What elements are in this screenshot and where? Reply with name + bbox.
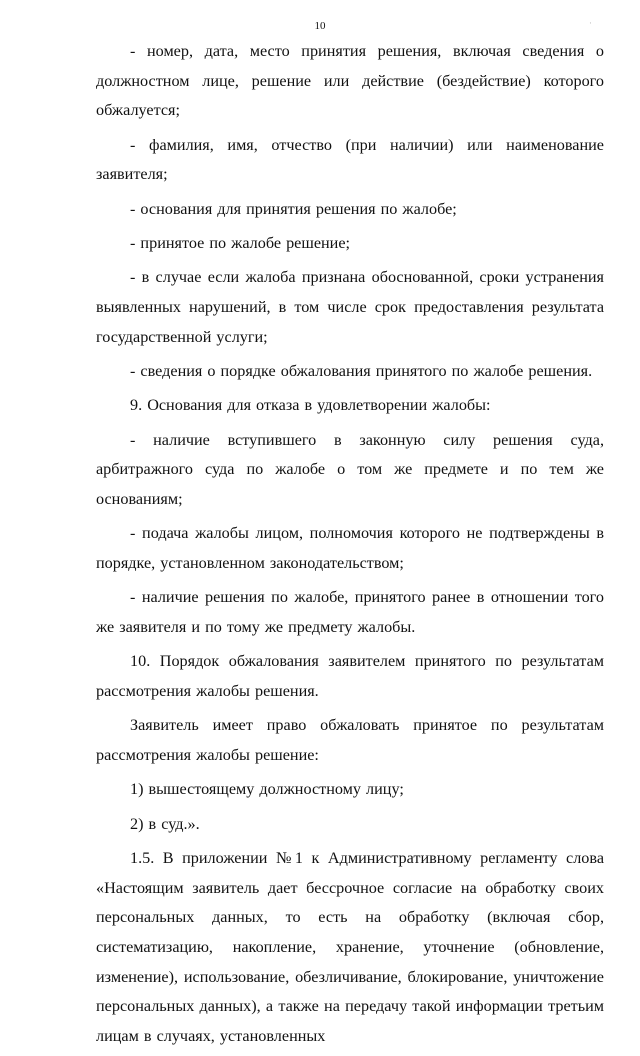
section-9-heading: 9. Основания для отказа в удовлетворении жалобы:	[130, 396, 491, 415]
scan-mark: ·	[589, 18, 592, 28]
paragraph-item-decision-taken: - принятое по жалобе решение;	[130, 234, 351, 252]
section-10-heading: 10. Порядок обжалования заявителем принятого по результатам рассмотрения жалобы решения.	[96, 652, 604, 700]
page-number: 10	[314, 20, 326, 32]
paragraph-item-unauthorized-person: - подача жалобы лицом, полномочия которого не подтверждены в порядке, установленном законодательством;	[96, 524, 604, 572]
paragraph-item-prior-decision: - наличие решения по жалобе, принятого ранее в отношении того же заявителя и по тому же предмету жалобы.	[96, 588, 604, 636]
paragraph-item-court: 2) в суд.».	[130, 814, 200, 833]
paragraph-item-applicant-name: - фамилия, имя, отчество (при наличии) или наименование заявителя;	[96, 135, 604, 184]
paragraph-item-appeal-procedure-info: - сведения о порядке обжалования принятого по жалобе решения.	[130, 362, 593, 380]
document-body	[96, 37, 604, 1056]
paragraph-applicant-right: Заявитель имеет право обжаловать принятое по результатам рассмотрения жалобы решение:	[96, 716, 604, 764]
paragraph-item-remediation-terms: - в случае если жалоба признана обоснованной, сроки устранения выявленных нарушений, в том числе срок предоставления результата государственной услуги;	[96, 268, 604, 346]
section-1-5-paragraph: 1.5. В приложении №1 к Административному регламенту слова «Настоящим заявитель дает бессрочное согласие на обработку своих персональных данных, то есть на обработку (включая сбор, систематизацию, накопление, хранение, уточнение (обновление, изменение), использование, обезличивание, блокирование, уничтожение персональных данных), а также на передачу такой информации третьим лицам в случаях, установленных	[96, 848, 604, 1046]
paragraph-item-court-decision: - наличие вступившего в законную силу решения суда, арбитражного суда по жалобе о том же предмете и по тем же основаниям;	[96, 430, 604, 508]
paragraph-item-decision-details: - номер, дата, место принятия решения, включая сведения о должностном лице, решение или действие (бездействие) которого обжалуется;	[96, 42, 604, 120]
paragraph-item-superior-official: 1) вышестоящему должностному лицу;	[130, 780, 404, 799]
paragraph-item-decision-grounds: - основания для принятия решения по жалобе;	[130, 199, 457, 218]
